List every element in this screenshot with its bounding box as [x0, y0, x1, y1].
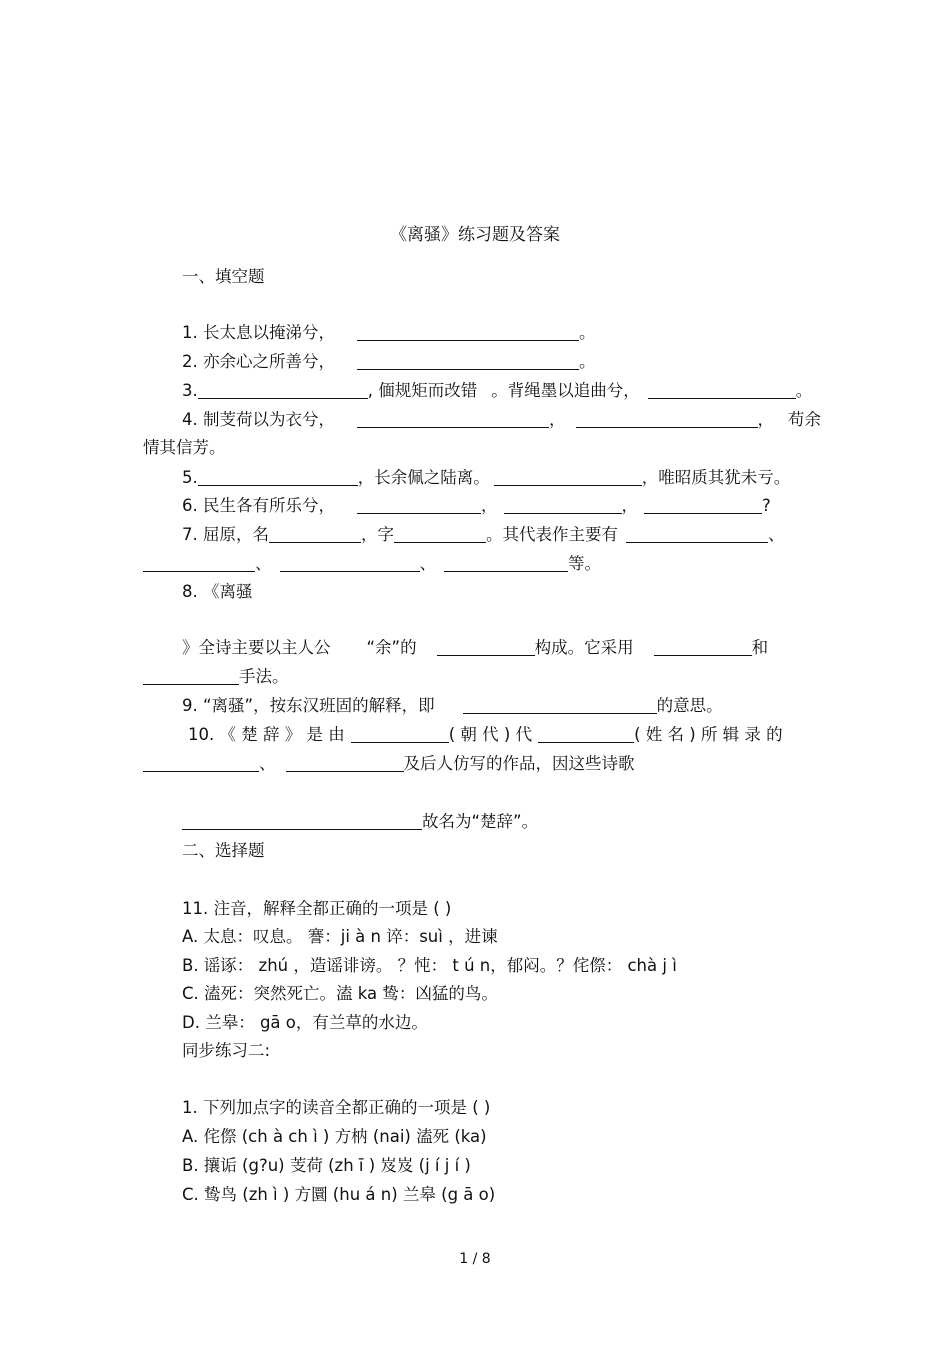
- question-9: [182, 696, 723, 716]
- question-8-cont-2: [143, 667, 289, 687]
- answer-blank[interactable]: [576, 411, 758, 428]
- q10-text-2: ( 朝 代 ) 代: [448, 725, 533, 744]
- answer-blank[interactable]: [394, 526, 486, 543]
- answer-blank[interactable]: [654, 639, 752, 656]
- answer-blank[interactable]: [143, 555, 255, 572]
- q5-text-2: ，唯昭质其犹未亏。: [641, 468, 791, 487]
- question-11-option-a[interactable]: A. 太息：叹息。 謇：ji à n 谇：suì ，进谏: [182, 927, 498, 946]
- q8-text-1: 》全诗主要以主人公: [182, 638, 331, 657]
- q2-text: 2. 亦余心之所善兮，: [182, 352, 335, 371]
- q7-sep-3: 、: [419, 554, 436, 573]
- q2-end: 。: [579, 352, 596, 371]
- answer-blank[interactable]: [351, 726, 449, 743]
- q8-end: 手法。: [239, 667, 289, 686]
- page-number: 1 / 8: [459, 1251, 491, 1267]
- answer-blank[interactable]: [280, 555, 420, 572]
- question-10-cont: [143, 754, 635, 774]
- question-6: [182, 496, 771, 516]
- question-10-cont-2: [182, 812, 538, 832]
- q5-num: 5.: [182, 468, 198, 487]
- question-11-stem: 11. 注音，解释全都正确的一项是 ( ): [182, 899, 452, 918]
- q7-text-1: 7. 屈原，名: [182, 525, 269, 544]
- question-4: [182, 410, 821, 430]
- answer-blank[interactable]: [494, 469, 642, 486]
- q7-end: 等。: [568, 554, 601, 573]
- question-11-option-d[interactable]: D. 兰皋： gā o，有兰草的水边。: [182, 1013, 428, 1032]
- q9-text: 9. “离骚”，按东汉班固的解释，即: [182, 696, 435, 715]
- question-8: 8. 《离骚: [182, 582, 253, 601]
- q1-end: 。: [579, 323, 596, 342]
- section-choice-heading: 二、选择题: [182, 841, 265, 860]
- q10-end: 故名为“楚辞”。: [422, 812, 539, 831]
- question-10: [188, 725, 783, 745]
- question-4-cont: 情其信芳。: [143, 438, 226, 457]
- practice-question-1-option-a[interactable]: A. 侘傺 (ch à ch ì ) 方枘 (nai) 溘死 (ka): [182, 1127, 487, 1146]
- q10-text-1: 10. 《 楚 辞 》 是 由: [188, 725, 345, 744]
- answer-blank[interactable]: [437, 639, 535, 656]
- q6-comma-2: ，: [621, 496, 638, 515]
- q6-text: 6. 民生各有所乐兮，: [182, 496, 335, 515]
- q3-text-1: , 偭规矩而改错: [367, 381, 478, 400]
- practice-question-1-stem: 1. 下列加点字的读音全都正确的一项是 ( ): [182, 1098, 491, 1117]
- answer-blank[interactable]: [357, 497, 481, 514]
- question-11-option-c[interactable]: C. 溘死：突然死亡。溘 ka 鸷：凶猛的鸟。: [182, 984, 498, 1003]
- answer-blank[interactable]: [463, 697, 657, 714]
- q8-text-3: 构成。它采用: [534, 638, 634, 657]
- sync-practice-heading: 同步练习二:: [182, 1041, 271, 1060]
- practice-question-1-option-c[interactable]: C. 鸷鸟 (zh ì ) 方圜 (hu á n) 兰皋 (g ā o): [182, 1185, 496, 1204]
- q7-sep-1: 、: [768, 525, 785, 544]
- section-fill-in-heading: 一、填空题: [182, 267, 265, 286]
- question-3: [182, 381, 812, 401]
- answer-blank[interactable]: [198, 469, 358, 486]
- answer-blank[interactable]: [357, 411, 549, 428]
- q9-end: 的意思。: [656, 696, 723, 715]
- q10-text-4: 及后人仿写的作品，因这些诗歌: [403, 754, 635, 773]
- q8-text-4: 和: [751, 638, 769, 657]
- q3-end: 。: [795, 381, 813, 400]
- answer-blank[interactable]: [444, 555, 568, 572]
- question-7-cont: [143, 554, 601, 574]
- answer-blank[interactable]: [269, 526, 361, 543]
- q3-text-2: 。背绳墨以追曲兮，: [491, 381, 640, 400]
- q4-comma-2: ，: [757, 410, 774, 429]
- answer-blank[interactable]: [626, 526, 768, 543]
- question-11-option-b[interactable]: B. 谣诼： zhú ，造谣诽谤。 ？忳： t ú n，郁闷。？侘傺： chà j ì: [182, 956, 677, 975]
- answer-blank[interactable]: [648, 382, 796, 399]
- q7-sep-2: 、: [255, 554, 272, 573]
- document-title: 《离骚》练习题及答案: [390, 225, 560, 245]
- q8-text-2: “余”的: [366, 638, 417, 657]
- question-7: [182, 525, 785, 545]
- answer-blank[interactable]: [357, 324, 579, 341]
- question-8-cont: [182, 638, 768, 658]
- q7-text-2: ，字: [361, 525, 394, 544]
- q4-text-2: 苟余: [788, 410, 821, 429]
- q6-end: ?: [762, 496, 771, 515]
- practice-question-1-option-b[interactable]: B. 攘诟 (g?u) 芰荷 (zh ī ) 岌岌 (j í j í ): [182, 1156, 471, 1175]
- q10-text-3: ( 姓 名 ) 所 辑 录 的: [634, 725, 783, 744]
- answer-blank[interactable]: [143, 755, 259, 772]
- answer-blank[interactable]: [182, 813, 422, 830]
- answer-blank[interactable]: [286, 755, 404, 772]
- question-2: [182, 352, 596, 372]
- answer-blank[interactable]: [504, 497, 622, 514]
- q4-comma-1: ，: [549, 410, 566, 429]
- answer-blank[interactable]: [357, 353, 579, 370]
- q6-comma-1: ，: [481, 496, 498, 515]
- q1-text: 1. 长太息以掩涕兮，: [182, 323, 335, 342]
- q4-text: 4. 制芰荷以为衣兮，: [182, 410, 335, 429]
- answer-blank[interactable]: [538, 726, 634, 743]
- answer-blank[interactable]: [644, 497, 762, 514]
- q5-text-1: ，长余佩之陆离。: [357, 468, 490, 487]
- q7-text-3: 。其代表作主要有: [486, 525, 618, 544]
- question-1: [182, 323, 596, 343]
- answer-blank[interactable]: [198, 382, 368, 399]
- q3-num: 3.: [182, 381, 198, 400]
- answer-blank[interactable]: [143, 668, 239, 685]
- q10-sep: 、: [259, 754, 276, 773]
- question-5: [182, 468, 790, 488]
